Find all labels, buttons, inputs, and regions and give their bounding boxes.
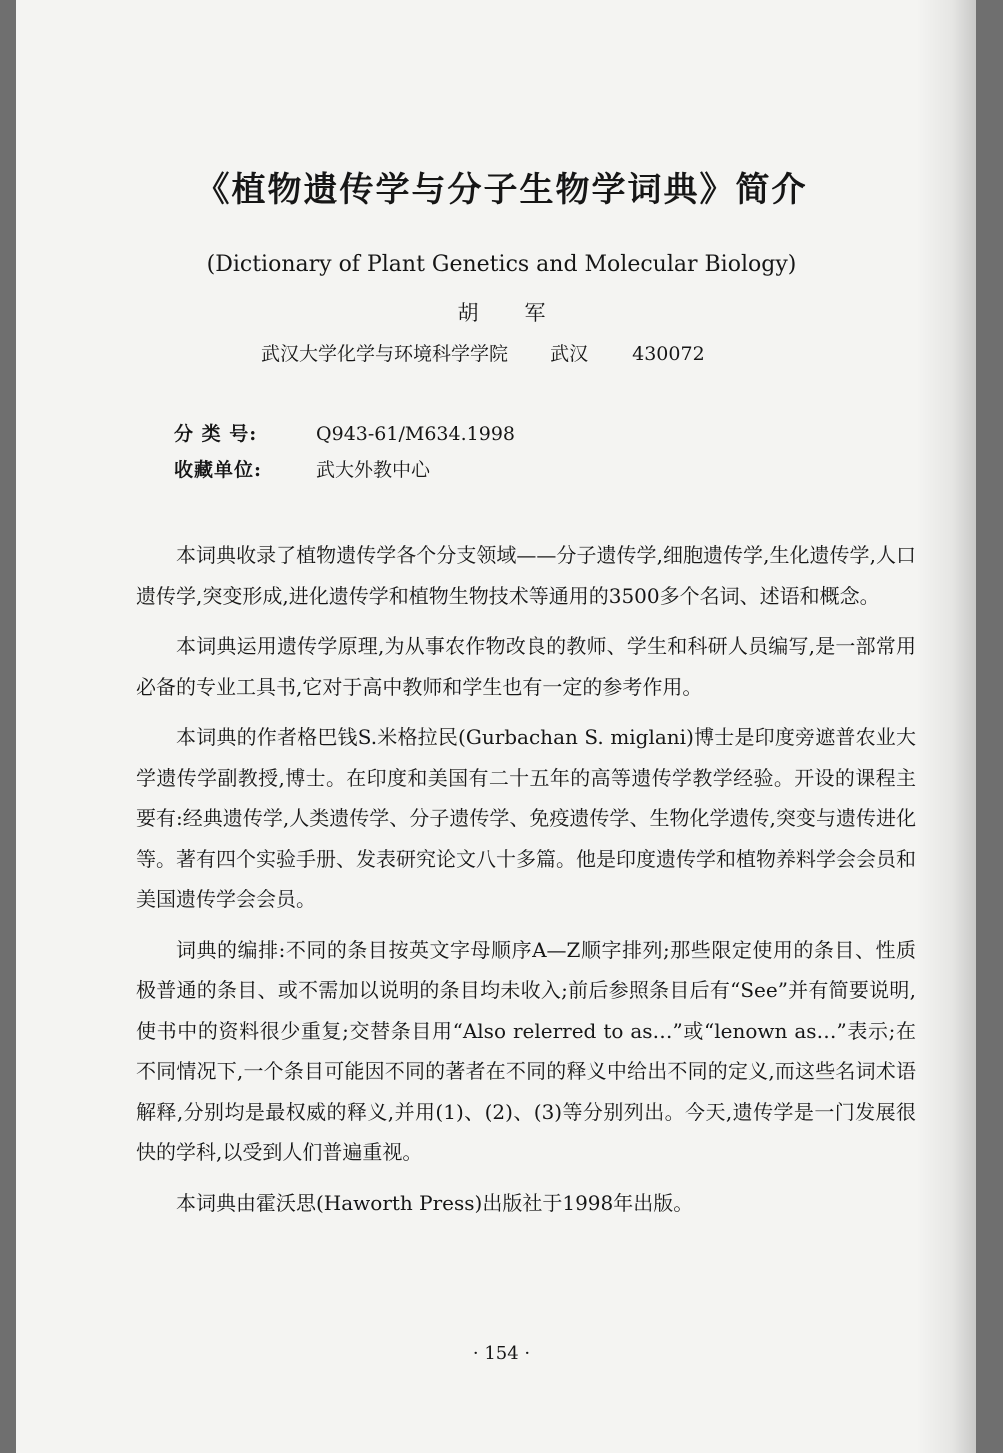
body-paragraph: 本词典由霍沃思(Haworth Press)出版社于1998年出版。 — [176, 1190, 694, 1215]
classification-value: Q943-61/M634.1998 — [316, 423, 515, 445]
article-title: 《植物遗传学与分子生物学词典》简介 — [195, 170, 808, 210]
holding-value: 武大外教中心 — [316, 459, 431, 481]
article-body — [136, 535, 916, 1233]
affiliation-postcode: 430072 — [632, 343, 705, 365]
body-paragraph: 词典的编排:不同的条目按英文字母顺序A—Z顺字排列;那些限定使用的条目、性质极普通的条目、或不需加以说明的条目均未收入;前后参照条目后有“See”并有简要说明,使书中的资料很少重复;交替条目用“Also relerred to as…”或“lenown as…”表示;在不同情况下,一个条目可能因不同的著者在不同的释义中给出不同的定义,而这些名词术语解释,分别均是最权威的释义,并用(1)、(2)、(3)等分别列出。今天,遗传学是一门发展很快的学科,以受到人们普遍重视。 — [136, 937, 916, 1164]
article-subtitle: (Dictionary of Plant Genetics and Molecular Biology) — [206, 252, 797, 277]
page-spine-shadow — [916, 0, 976, 1453]
affiliation-institute: 武汉大学化学与环境科学学院 — [261, 343, 509, 365]
author-affiliation — [261, 339, 705, 366]
affiliation-city: 武汉 — [550, 343, 589, 365]
holding-label: 收藏单位: — [174, 459, 263, 481]
body-paragraph: 本词典的作者格巴钱S.米格拉民(Gurbachan S. miglani)博士是印度旁遮普农业大学遗传学副教授,博士。在印度和美国有二十五年的高等遗传学教学经验。开设的课程主要有:经典遗传学,人类遗传学、分子遗传学、免疫遗传学、生物化学遗传,突变与遗传进化等。著有四个实验手册、发表研究论文八十多篇。他是印度遗传学和植物养料学会会员和美国遗传学会会员。 — [136, 725, 916, 911]
classification-label: 分 类 号: — [174, 423, 258, 445]
page-number: · 154 · — [472, 1343, 531, 1364]
holding-row — [174, 455, 430, 482]
body-paragraph: 本词典收录了植物遗传学各个分支领域——分子遗传学,细胞遗传学,生化遗传学,人口遗传学,突变形成,进化遗传学和植物生物技术等通用的3500多个名词、述语和概念。 — [136, 543, 916, 608]
body-paragraph: 本词典运用遗传学原理,为从事农作物改良的教师、学生和科研人员编写,是一部常用必备的专业工具书,它对于高中教师和学生也有一定的参考作用。 — [136, 634, 916, 699]
classification-row — [174, 419, 515, 446]
author-name: 胡军 — [457, 301, 592, 325]
